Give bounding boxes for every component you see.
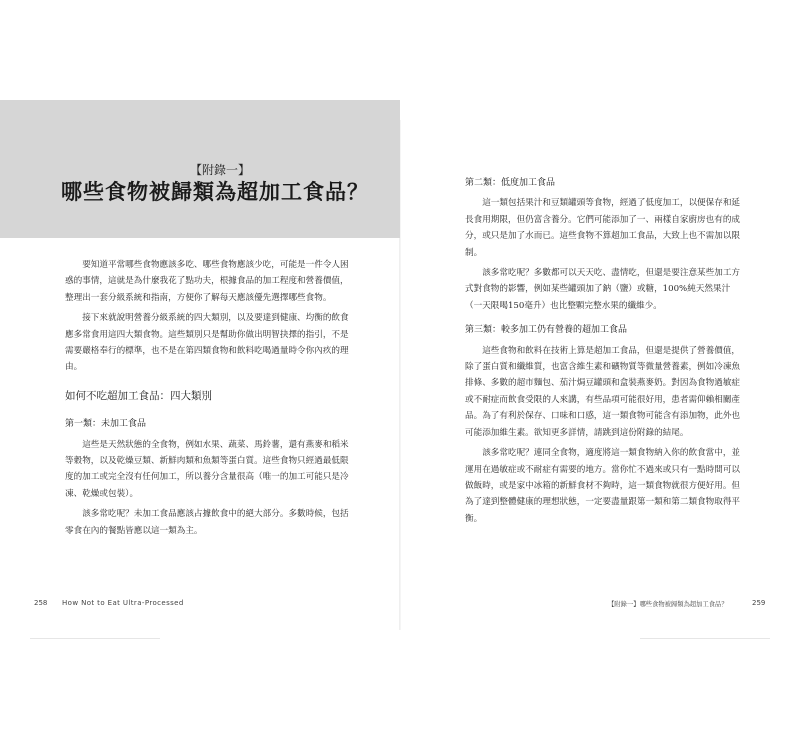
- category2-paragraph: 這一類包括果汁和豆類罐頭等食物，經過了低度加工，以便保存和延長食用期限，但仍富含養分。它們可能添加了一、兩樣自家廚房也有的成分，或只是加了水而已。這些食物不算超加工食品，大致上也不需加以限制。: [465, 198, 741, 258]
- appendix-label: 【附錄一】: [189, 163, 250, 177]
- left-running-title: How Not to Eat Ultra-Processed: [62, 599, 184, 607]
- intro-paragraph: 要知道平常哪些食物應該多吃、哪些食物應該少吃，可能是一件令人困惑的事情，這就是為什麼我花了點功夫，根據食品的加工程度和營養價值，整理出一套分級系統和指南，方便你了解每天應該優先選擇哪些食物。: [65, 260, 349, 303]
- category3-paragraph: 這些食物和飲料在技術上算是超加工食品，但還是提供了營養價值，除了蛋白質和纖維質，也富含維生素和礦物質等微量營養素，例如冷凍魚排條、多數的超市麵包、茄汁焗豆罐頭和盒裝燕麥奶。對因為食物過敏症或不耐症而飲食受限的人來講，有些品項可能很好用，患者需仰賴相關產品。為了有利於保存、口味和口感，這一類食物可能含有添加物，此外也可能添加維生素。欲知更多詳情，請跳到這份附錄的結尾。: [465, 345, 741, 438]
- category1-title: 第一類：未加工食品: [65, 419, 147, 430]
- right-page-number: 259: [752, 599, 766, 607]
- chapter-title: 哪些食物被歸類為超加工食品？: [61, 180, 369, 204]
- right-page-body: [465, 175, 745, 531]
- bottom-rule-left: [30, 638, 160, 639]
- category3-title: 第三類：較多加工仍有營養的超加工食品: [465, 325, 628, 336]
- right-running-title: 【附錄一】哪些食物被歸類為超加工食品？: [608, 601, 728, 608]
- category1-paragraph: 這些是天然狀態的全食物，例如水果、蔬菜、馬鈴薯，還有燕麥和稻米等穀物，以及乾燥豆類、新鮮肉類和魚類等蛋白質。這些食物只經過最低限度的加工或完全沒有任何加工，所以養分含量很高（唯一的加工可能只是冷凍、乾燥或包裝）。: [65, 439, 349, 499]
- left-page-body: [65, 257, 351, 543]
- category2-title: 第二類：低度加工食品: [465, 178, 556, 188]
- category2-paragraph: 該多常吃呢？多數都可以天天吃、盡情吃，但還是要注意某些加工方式對食物的影響，例如某些罐頭加了鈉（鹽）或糖，100%純天然果汁（一天限喝150毫升）也比整顆完整水果的纖維少。: [465, 268, 741, 311]
- left-page-number: 258: [34, 599, 48, 607]
- category3-paragraph: 該多常吃呢？連同全食物，適度將這一類食物納入你的飲食當中，並運用在過敏症或不耐症有需要的地方。當你忙不過來或只有一點時間可以做飯時，或是家中冰箱的新鮮食材不夠時，這一類食物就很方便好用。但為了達到整體健康的理想狀態，一定要盡量跟第一類和第二類食物取得平衡。: [465, 448, 741, 524]
- section-heading: 如何不吃超加工食品：四大類別: [65, 389, 212, 402]
- bottom-rule-right: [640, 638, 770, 639]
- intro-paragraph: 接下來就說明營養分級系統的四大類別，以及要達到健康、均衡的飲食應多常食用這四大類食物。這些類別只是幫助你做出明智抉擇的指引，不是需要嚴格奉行的標準，也不是在第四類食物和飲料吃喝過量時令你內疚的理由。: [65, 313, 349, 373]
- category1-paragraph: 該多常吃呢？未加工食品應該占據飲食中的絕大部分。多數時候，包括零食在內的餐點皆應以這一類為主。: [65, 509, 349, 536]
